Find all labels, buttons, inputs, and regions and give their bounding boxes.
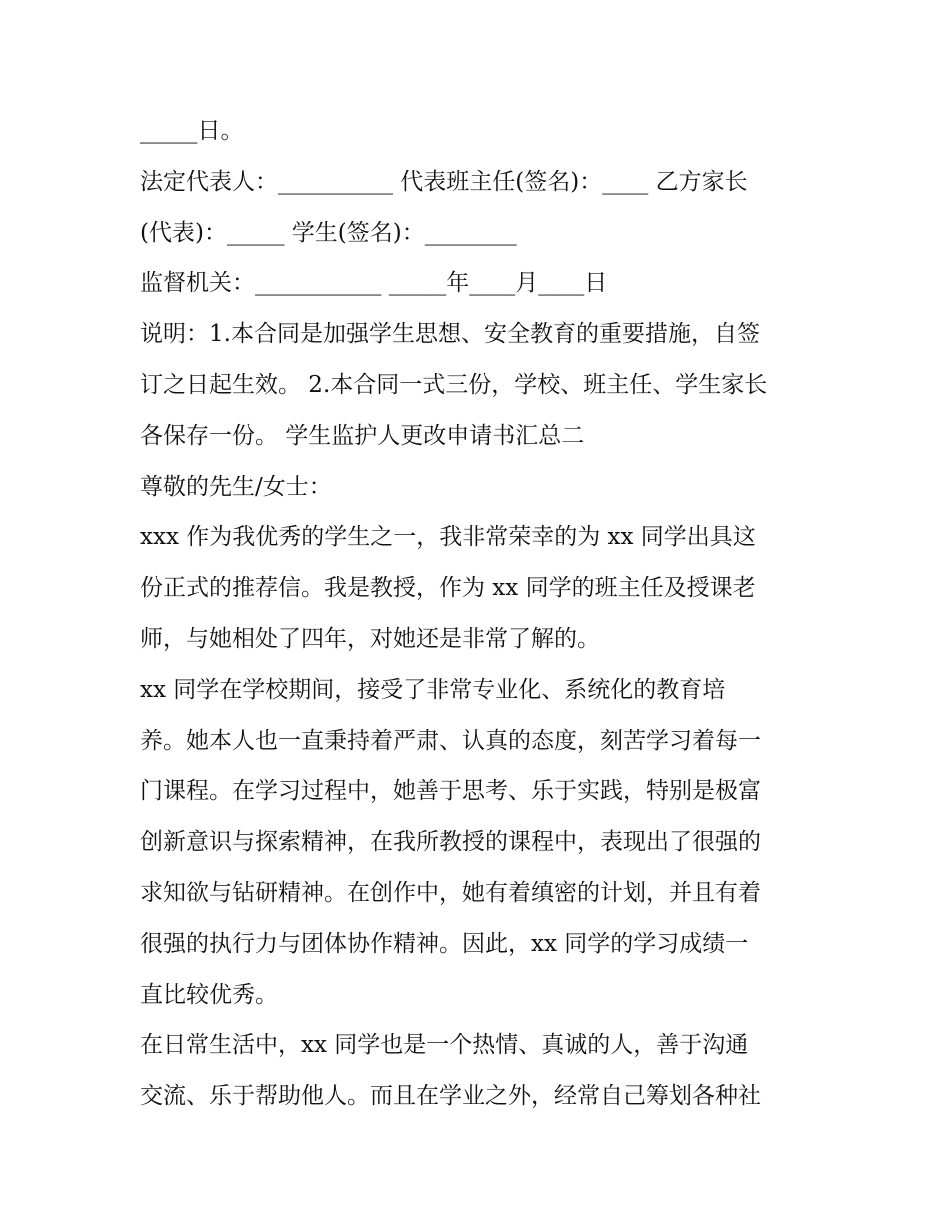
text-line: 份正式的推荐信。我是教授，作为 xx 同学的班主任及授课老 bbox=[140, 575, 756, 602]
text-line: xx 同学在学校期间，接受了非常专业化、系统化的教育培 bbox=[140, 676, 726, 703]
text-line: 师，与她相处了四年，对她还是非常了解的。 bbox=[140, 625, 600, 652]
text-line: xxx 作为我优秀的学生之一，我非常荣幸的为 xx 同学出具这 bbox=[140, 524, 756, 551]
text-line: 很强的执行力与团体协作精神。因此，xx 同学的学习成绩一 bbox=[140, 930, 749, 957]
text-line: 求知欲与钻研精神。在创作中，她有着缜密的计划，并且有着 bbox=[140, 879, 761, 906]
text-line: 尊敬的先生/女士： bbox=[140, 473, 332, 500]
text-line: (代表)：_____ 学生(签名)：________ bbox=[140, 219, 517, 246]
text-line: 各保存一份。 学生监护人更改申请书汇总二 bbox=[140, 422, 585, 449]
text-line: 订之日起生效。 2.本合同一式三份，学校、班主任、学生家长 bbox=[140, 371, 768, 398]
text-line: 法定代表人：__________ 代表班主任(签名)：____ 乙方家长 bbox=[140, 168, 748, 195]
text-line: 说明：1.本合同是加强学生思想、安全教育的重要措施，自签 bbox=[140, 321, 760, 348]
text-line: _____日。 bbox=[140, 118, 244, 144]
text-line: 门课程。在学习过程中，她善于思考、乐于实践，特别是极富 bbox=[140, 778, 761, 805]
document-body bbox=[140, 106, 820, 1122]
text-line: 创新意识与探索精神，在我所教授的课程中，表现出了很强的 bbox=[140, 829, 761, 856]
text-line: 养。她本人也一直秉持着严肃、认真的态度，刻苦学习着每一 bbox=[140, 727, 761, 754]
text-line: 监督机关：___________ _____年____月____日 bbox=[140, 270, 608, 297]
text-line: 交流、乐于帮助他人。而且在学业之外，经常自己筹划各种社 bbox=[140, 1083, 761, 1110]
text-line: 直比较优秀。 bbox=[140, 981, 278, 1008]
text-line: 在日常生活中，xx 同学也是一个热情、真诚的人，善于沟通 bbox=[140, 1032, 749, 1059]
